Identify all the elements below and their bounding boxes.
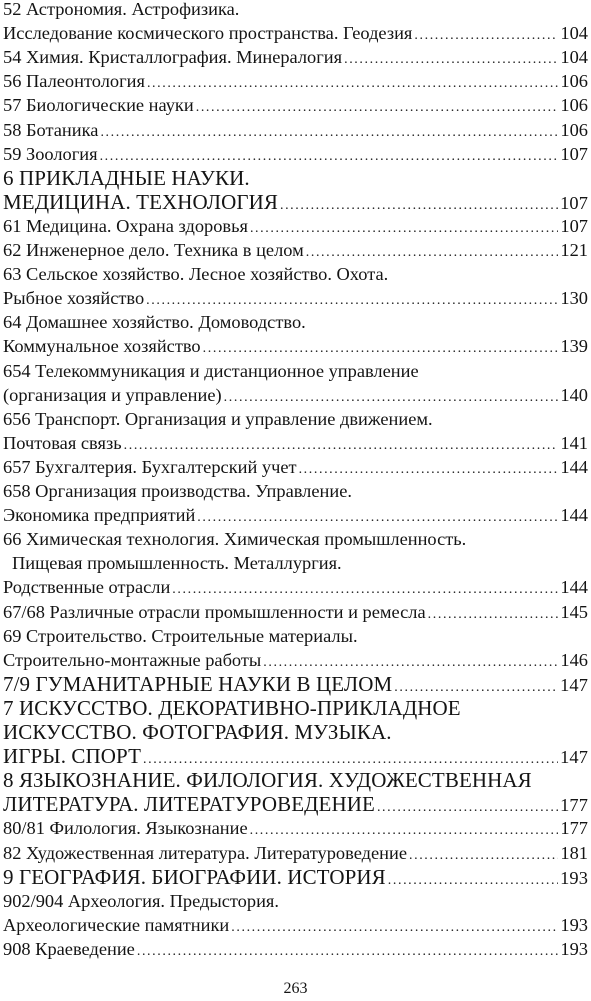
toc-entry [3, 841, 588, 865]
toc-entry-title: 657 Бухгалтерия. Бухгалтерский учет [3, 456, 297, 477]
toc-entry-line [3, 720, 588, 744]
toc-entry [3, 431, 588, 455]
toc-entry-title: 62 Инженерное дело. Техника в целом [3, 240, 304, 260]
toc-entry [3, 648, 588, 672]
toc-page-number: 106 [560, 95, 588, 116]
toc-entry [3, 455, 588, 479]
toc-page-number: 106 [560, 71, 588, 92]
toc-page-number: 130 [560, 288, 588, 309]
toc-entry [3, 575, 588, 599]
toc-entry-title: Пищевая промышленность. Металлургия. [12, 553, 342, 574]
toc-page-number: 121 [560, 240, 588, 260]
toc-entry-title: 57 Биологические науки [3, 95, 194, 116]
toc-entry-title: 69 Строительство. Строительные материалы. [3, 625, 358, 646]
toc-entry [3, 600, 588, 624]
toc-entry [3, 286, 588, 310]
toc-entry-line [3, 551, 591, 575]
dot-leader [250, 819, 559, 840]
toc-page-number: 144 [560, 505, 588, 526]
toc-page-number: 104 [560, 23, 588, 44]
dot-leader [100, 121, 558, 142]
toc-entry-title: ИГРЫ. СПОРТ [3, 744, 141, 769]
toc-entry [3, 118, 588, 142]
toc-entry-title: 8 ЯЗЫКОЗНАНИЕ. ФИЛОЛОГИЯ. ХУДОЖЕСТВЕННАЯ [3, 768, 532, 793]
dot-leader [280, 194, 558, 214]
toc-page-number: 144 [560, 456, 588, 477]
toc-entry [3, 21, 588, 45]
toc-entry [3, 238, 588, 262]
toc-entry-line [3, 527, 588, 551]
toc-entry-line [3, 624, 588, 648]
toc-entry-title: 67/68 Различные отрасли промышленности и ремесла [3, 601, 426, 622]
page-number: 263 [283, 980, 308, 997]
toc-entry-title: 56 Палеонтология [3, 71, 145, 92]
toc-entry-title: 54 Химия. Кристаллография. Минералогия [3, 47, 343, 68]
toc-entry-title: 52 Астрономия. Астрофизика. [3, 0, 240, 19]
dot-leader [137, 940, 559, 961]
dot-leader [250, 217, 558, 238]
toc-page-number: 107 [560, 215, 588, 236]
toc-page-number: 181 [560, 842, 588, 863]
dot-leader [414, 24, 558, 45]
toc-entry-title: ИСКУССТВО. ФОТОГРАФИЯ. МУЗЫКА. [3, 720, 392, 744]
dot-leader [231, 916, 558, 937]
toc-entry [3, 45, 588, 69]
toc-entry-title: 658 Организация производства. Управление. [3, 481, 352, 501]
toc-entry-line [3, 768, 588, 792]
toc-entry-line [3, 359, 588, 383]
dot-leader [263, 651, 558, 672]
dot-leader [344, 48, 558, 69]
toc-entry [3, 214, 588, 238]
toc-entry-line [3, 696, 588, 720]
toc-entry-title: 61 Медицина. Охрана здоровья [3, 215, 248, 236]
dot-leader [172, 578, 558, 599]
toc-entry-line [3, 0, 588, 21]
toc-entry-title: 656 Транспорт. Организация и управление движением. [3, 408, 433, 429]
dot-leader [377, 796, 558, 816]
toc-page-number: 144 [560, 577, 588, 598]
toc-entry-title: МЕДИЦИНА. ТЕХНОЛОГИЯ [3, 189, 278, 214]
toc-page-number: 106 [560, 119, 588, 140]
dot-leader [197, 506, 558, 527]
toc-entry-title: 66 Химическая технология. Химическая промышленность. [3, 529, 467, 550]
toc-entry [3, 913, 588, 937]
dot-leader [409, 844, 558, 865]
toc-entry-title: Родственные отрасли [3, 577, 171, 598]
toc-entry-line [3, 889, 588, 913]
toc-entry-title: 654 Телекоммуникация и дистанционное управление [3, 360, 419, 381]
toc-page-number: 147 [560, 747, 588, 768]
toc-entry-title: 902/904 Археология. Предыстория. [3, 890, 279, 911]
toc-entry-line [3, 262, 588, 286]
dot-leader [196, 96, 559, 117]
toc-entry-title: Почтовая связь [3, 432, 122, 453]
toc-entry [3, 865, 588, 889]
toc-page-number: 107 [560, 192, 588, 213]
toc-page-number: 193 [560, 867, 588, 888]
toc-entry-title: ЛИТЕРАТУРА. ЛИТЕРАТУРОВЕДЕНИЕ [3, 792, 375, 817]
toc-entry-title: 64 Домашнее хозяйство. Домоводство. [3, 312, 306, 333]
toc-entry [3, 69, 588, 93]
toc-entry [3, 937, 588, 961]
toc-page-number: 107 [560, 143, 588, 164]
toc-page-number: 140 [560, 384, 588, 405]
toc-entry-line [3, 407, 588, 431]
dot-leader [306, 241, 559, 262]
toc-page-number: 104 [560, 47, 588, 68]
toc-entry [3, 93, 588, 117]
toc-page-number: 193 [560, 938, 588, 959]
toc-entry-title: Исследование космического пространства. Геодезия [3, 23, 413, 44]
dot-leader [224, 386, 559, 407]
toc-entry [3, 334, 588, 358]
toc-entry-title: 80/81 Филология. Языкознание [3, 818, 248, 839]
dot-leader [299, 458, 559, 479]
toc-page-number: 139 [560, 336, 588, 357]
toc-entry-title: 58 Ботаника [3, 119, 99, 140]
toc-page-number: 193 [560, 914, 588, 935]
toc-entry [3, 383, 588, 407]
dot-leader [428, 603, 559, 624]
toc-entry-title: Коммунальное хозяйство [3, 336, 201, 357]
toc-entry [3, 744, 588, 768]
toc-page-number: 141 [560, 432, 588, 453]
toc-entry-title: 9 ГЕОГРАФИЯ. БИОГРАФИИ. ИСТОРИЯ [3, 864, 386, 889]
dot-leader [143, 748, 558, 768]
dot-leader [394, 676, 558, 696]
toc-entry-title: 63 Сельское хозяйство. Лесное хозяйство. Охота. [3, 264, 389, 285]
dot-leader [147, 72, 558, 93]
dot-leader [203, 337, 559, 358]
toc-entry-title: 7/9 ГУМАНИТАРНЫЕ НАУКИ В ЦЕЛОМ [3, 671, 393, 696]
toc-entry-title: Строительно-монтажные работы [3, 649, 262, 670]
toc-entry-title: 59 Зоология [3, 143, 98, 164]
dot-leader [388, 869, 558, 889]
toc-entry-title: Рыбное хозяйство [3, 288, 145, 309]
toc-entry-line [3, 479, 588, 503]
toc-page-number: 147 [560, 674, 588, 695]
toc-entry-line [3, 310, 588, 334]
toc-entry-line [3, 166, 588, 190]
toc-entry [3, 142, 588, 166]
toc-entry [3, 190, 588, 214]
toc-entry [3, 672, 588, 696]
toc-entry-title: (организация и управление) [3, 384, 222, 405]
toc-entry-title: Археологические памятники [3, 914, 230, 935]
dot-leader [124, 434, 559, 455]
toc-page-number: 177 [560, 818, 588, 839]
toc-entry [3, 792, 588, 816]
dot-leader [100, 145, 559, 166]
dot-leader [146, 289, 558, 310]
toc-entry-title: 908 Краеведение [3, 938, 135, 959]
toc-entry-title: 82 Художественная литература. Литературоведение [3, 842, 407, 863]
toc-entry [3, 816, 588, 840]
toc-entry-title: 6 ПРИКЛАДНЫЕ НАУКИ. [3, 165, 250, 190]
toc-entry-title: Экономика предприятий [3, 505, 196, 526]
toc-entry-title: 7 ИСКУССТВО. ДЕКОРАТИВНО-ПРИКЛАДНОЕ [3, 695, 461, 720]
toc-page-number: 145 [560, 601, 588, 622]
toc-page-number: 146 [560, 649, 588, 670]
toc-page-number: 177 [560, 795, 588, 816]
toc-entry [3, 503, 588, 527]
